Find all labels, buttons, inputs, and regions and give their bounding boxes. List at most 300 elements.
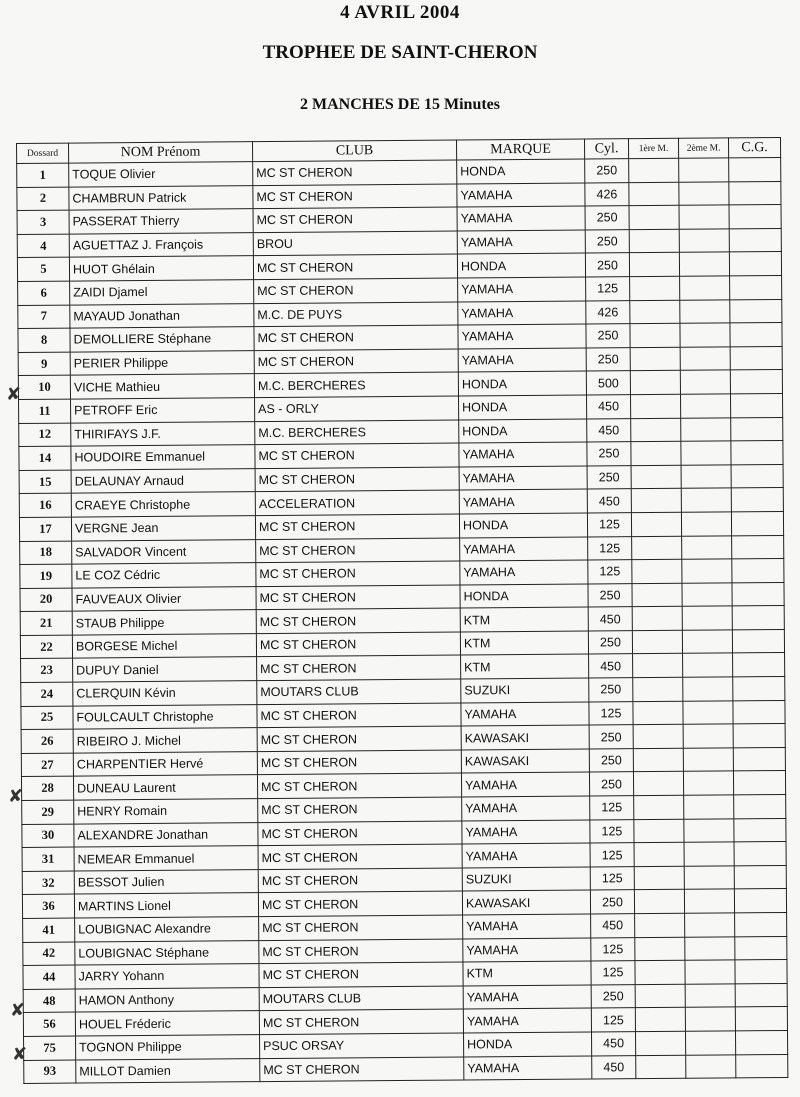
manche-2-cell [684,889,734,913]
club-cell: MC ST CHERON [258,821,462,846]
marque-cell: YAMAHA [461,702,589,727]
dossard-cell: 8 [18,328,70,352]
marque-cell: SUZUKI [462,867,590,892]
manche-2-cell [683,724,733,748]
dossard-cell: 4 [17,234,69,258]
dossard-cell: 12 [19,423,71,447]
dossard-cell: 56 [23,1012,75,1036]
name-cell: DEMOLLIERE Stéphane [70,327,254,352]
manche-1-cell [631,418,681,442]
dossard-cell: 44 [23,965,75,989]
manche-1-cell [629,253,679,277]
manche-1-cell [633,677,683,701]
manche-1-cell [633,701,683,725]
name-cell: PETROFF Eric [71,398,255,423]
marque-cell: KTM [460,607,588,632]
cg-cell [736,1054,788,1078]
dossard-cell: 32 [22,871,74,895]
manche-1-cell [634,795,684,819]
manche-2-cell [681,512,731,536]
marque-cell: YAMAHA [463,985,591,1010]
marque-cell: KTM [463,961,591,986]
manche-1-cell [632,536,682,560]
manche-1-cell [632,607,682,631]
cyl-cell: 250 [585,229,629,253]
name-cell: MARTINS Lionel [74,893,258,918]
entries-table [16,137,788,1084]
club-cell: MC ST CHERON [255,467,459,492]
cyl-cell: 250 [589,725,633,749]
cg-cell [732,582,784,606]
dossard-cell: 7 [18,305,70,329]
name-cell: AGUETTAZ J. François [69,232,253,257]
cg-cell [733,677,785,701]
club-cell: MC ST CHERON [258,891,462,916]
dossard-cell: 16 [19,493,71,517]
cyl-cell: 125 [590,843,634,867]
dossard-cell: 48 [23,989,75,1013]
cyl-cell: 250 [589,749,633,773]
dossard-cell: 15 [19,470,71,494]
club-cell: MC ST CHERON [257,773,461,798]
dossard-cell: 93 [24,1060,76,1084]
cg-cell [729,205,781,229]
cyl-cell: 125 [590,796,634,820]
manche-1-cell [634,890,684,914]
cyl-cell: 250 [590,890,634,914]
cg-cell [733,700,785,724]
manche-1-cell [629,158,679,182]
marque-cell: YAMAHA [460,537,588,562]
manche-2-cell [685,913,735,937]
cg-cell [730,370,782,394]
cg-cell [734,889,786,913]
cyl-cell: 426 [586,300,630,324]
name-cell: CHAMBRUN Patrick [69,185,253,210]
cg-cell [735,936,787,960]
col-header-cyl: Cyl. [584,139,628,159]
cg-cell [733,724,785,748]
dossard-cell: 31 [22,847,74,871]
marque-cell: YAMAHA [461,772,589,797]
cyl-cell: 250 [587,465,631,489]
name-cell: NEMEAR Emmanuel [74,846,258,871]
dossard-cell: 14 [19,446,71,470]
cyl-cell: 125 [590,819,634,843]
cyl-cell: 125 [588,536,632,560]
club-cell: ACCELERATION [255,490,459,515]
manche-2-cell [679,181,729,205]
dossard-cell: 10 [18,375,70,399]
marque-cell: YAMAHA [462,796,590,821]
club-cell: MC ST CHERON [258,844,462,869]
name-cell: DUPUY Daniel [73,657,257,682]
marque-cell: KAWASAKI [461,749,589,774]
marque-cell: YAMAHA [463,1008,591,1033]
club-cell: BROU [253,231,457,256]
cyl-cell: 250 [589,772,633,796]
cyl-cell: 450 [591,914,635,938]
dossard-cell: 21 [20,611,72,635]
manche-1-cell [633,772,683,796]
manche-2-cell [680,323,730,347]
manche-2-cell [684,866,734,890]
cg-cell [735,1007,787,1031]
event-date: 4 AVRIL 2004 [340,2,460,23]
cyl-cell: 450 [588,607,632,631]
page-subtitle: 2 MANCHES DE 15 Minutes [299,96,500,113]
manche-1-cell [630,394,680,418]
manche-1-cell [635,960,685,984]
manche-2-cell [680,299,730,323]
club-cell: M.C. BERCHERES [255,420,459,445]
manche-1-cell [633,654,683,678]
col-header-name: NOM Prénom [69,142,253,163]
manche-2-cell [685,960,735,984]
cg-cell [731,417,783,441]
name-cell: CLERQUIN Kévin [73,681,257,706]
manche-2-cell [682,606,732,630]
dossard-cell: 17 [19,517,71,541]
manche-2-cell [679,158,729,182]
manche-2-cell [682,583,732,607]
cg-cell [729,252,781,276]
manche-1-cell [629,182,679,206]
manche-1-cell [635,1031,685,1055]
cg-cell [735,912,787,936]
marque-cell: YAMAHA [462,843,590,868]
marque-cell: YAMAHA [457,183,585,208]
cg-cell [731,464,783,488]
name-cell: CHARPENTIER Hervé [73,751,257,776]
club-cell: MC ST CHERON [257,726,461,751]
club-cell: MC ST CHERON [256,561,460,586]
club-cell: MC ST CHERON [256,585,460,610]
name-cell: SALVADOR Vincent [72,539,256,564]
manche-1-cell [631,441,681,465]
cyl-cell: 125 [590,866,634,890]
manche-1-cell [631,512,681,536]
club-cell: MC ST CHERON [259,915,463,940]
club-cell: MC ST CHERON [256,608,460,633]
marque-cell: SUZUKI [461,678,589,703]
name-cell: FOULCAULT Christophe [73,704,257,729]
cg-cell [735,983,787,1007]
marque-cell: KAWASAKI [461,725,589,750]
cg-cell [729,181,781,205]
marque-cell: YAMAHA [463,938,591,963]
club-cell: MC ST CHERON [256,632,460,657]
dossard-cell: 19 [20,564,72,588]
name-cell: HOUEL Fréderic [75,1011,259,1036]
cg-cell [730,323,782,347]
club-cell: MC ST CHERON [254,349,458,374]
name-cell: VICHE Mathieu [70,374,254,399]
marque-cell: KTM [461,654,589,679]
dossard-cell: 5 [17,257,69,281]
manche-2-cell [684,842,734,866]
cg-cell [733,653,785,677]
name-cell: RIBEIRO J. Michel [73,728,257,753]
manche-1-cell [631,465,681,489]
manche-2-cell [683,771,733,795]
dossard-cell: 36 [22,894,74,918]
manche-2-cell [681,488,731,512]
manche-1-cell [630,323,680,347]
cg-cell [732,535,784,559]
manche-2-cell [680,370,730,394]
club-cell: MC ST CHERON [255,514,459,539]
manche-1-cell [630,347,680,371]
manche-2-cell [682,559,732,583]
club-cell: MOUTARS CLUB [259,986,463,1011]
cg-cell [731,441,783,465]
dossard-cell: 28 [21,777,73,801]
marque-cell: YAMAHA [460,560,588,585]
name-cell: MAYAUD Jonathan [70,303,254,328]
cg-cell [733,747,785,771]
col-header-dossard: Dossard [17,143,69,163]
col-header-manche-1: 1ère M. [628,138,678,158]
club-cell: MC ST CHERON [253,184,457,209]
manche-1-cell [632,559,682,583]
marque-cell: YAMAHA [459,489,587,514]
dossard-cell: 41 [23,918,75,942]
club-cell: MC ST CHERON [254,325,458,350]
marque-cell: HONDA [459,513,587,538]
club-cell: MC ST CHERON [259,962,463,987]
table-row [24,1054,788,1084]
marque-cell: HONDA [459,419,587,444]
cg-cell [734,842,786,866]
marque-cell: YAMAHA [458,277,586,302]
dossard-cell: 30 [22,824,74,848]
name-cell: VERGNE Jean [71,516,255,541]
cg-cell [729,157,781,181]
club-cell: MC ST CHERON [253,160,457,185]
name-cell: THIRIFAYS J.F. [71,421,255,446]
name-cell: TOQUE Olivier [69,162,253,187]
manche-2-cell [679,205,729,229]
name-cell: HAMON Anthony [75,987,259,1012]
cyl-cell: 426 [585,182,629,206]
name-cell: PASSERAT Thierry [69,209,253,234]
manche-2-cell [680,276,730,300]
name-cell: BORGESE Michel [72,634,256,659]
manche-2-cell [680,347,730,371]
cyl-cell: 250 [591,984,635,1008]
dossard-cell: 26 [21,729,73,753]
name-cell: CRAEYE Christophe [71,492,255,517]
marque-cell: KTM [460,631,588,656]
entries-body [17,157,788,1083]
cyl-cell: 450 [587,418,631,442]
cg-cell [732,559,784,583]
cg-cell [735,960,787,984]
cyl-cell: 450 [591,1032,635,1056]
club-cell: MC ST CHERON [257,655,461,680]
manche-1-cell [635,913,685,937]
col-header-marque: MARQUE [456,139,584,160]
club-cell: MC ST CHERON [258,868,462,893]
marque-cell: HONDA [459,395,587,420]
manche-2-cell [685,984,735,1008]
manche-1-cell [629,205,679,229]
dossard-cell: 18 [20,541,72,565]
marque-cell: HONDA [464,1032,592,1057]
manche-2-cell [681,417,731,441]
manche-1-cell [634,866,684,890]
marque-cell: YAMAHA [462,820,590,845]
manche-1-cell [630,276,680,300]
manche-2-cell [683,701,733,725]
cyl-cell: 250 [588,583,632,607]
col-header-club: CLUB [252,140,456,162]
cg-cell [730,275,782,299]
marque-cell: YAMAHA [458,348,586,373]
page-title: TROPHEE DE SAINT-CHERON [262,42,538,63]
dossard-cell: 3 [17,210,69,234]
club-cell: MC ST CHERON [259,939,463,964]
manche-2-cell [685,936,735,960]
cyl-cell: 125 [591,1008,635,1032]
cyl-cell: 250 [585,206,629,230]
marque-cell: KAWASAKI [462,890,590,915]
name-cell: ZAIDI Djamel [70,280,254,305]
dossard-cell: 25 [21,706,73,730]
manche-2-cell [679,229,729,253]
manche-1-cell [634,842,684,866]
handwritten-mark: ✘ [6,384,22,405]
dossard-cell: 9 [18,352,70,376]
cg-cell [732,629,784,653]
cyl-cell: 450 [589,654,633,678]
cyl-cell: 250 [586,324,630,348]
name-cell: MILLOT Damien [76,1058,260,1083]
cyl-cell: 250 [585,159,629,183]
name-cell: JARRY Yohann [75,964,259,989]
handwritten-mark: ✘ [10,1000,26,1021]
club-cell: MC ST CHERON [254,278,458,303]
manche-2-cell [683,677,733,701]
dossard-cell: 1 [17,163,69,187]
manche-2-cell [680,394,730,418]
cyl-cell: 125 [591,961,635,985]
marque-cell: HONDA [458,371,586,396]
manche-2-cell [679,252,729,276]
club-cell: MC ST CHERON [255,443,459,468]
marque-cell: YAMAHA [463,914,591,939]
cyl-cell: 250 [588,631,632,655]
cyl-cell: 250 [585,253,629,277]
manche-2-cell [681,441,731,465]
cyl-cell: 250 [587,442,631,466]
dossard-cell: 24 [21,682,73,706]
marque-cell: YAMAHA [459,466,587,491]
marque-cell: YAMAHA [457,230,585,255]
cg-cell [734,865,786,889]
club-cell: MOUTARS CLUB [257,679,461,704]
dossard-cell: 22 [20,635,72,659]
cg-cell [730,393,782,417]
marque-cell: HONDA [457,253,585,278]
handwritten-mark: ✘ [8,786,24,807]
manche-1-cell [630,371,680,395]
cg-cell [731,488,783,512]
dossard-cell: 75 [24,1036,76,1060]
handwritten-mark: ✘ [12,1044,28,1065]
name-cell: HOUDOIRE Emmanuel [71,445,255,470]
dossard-cell: 2 [17,187,69,211]
manche-2-cell [681,465,731,489]
cg-cell [731,511,783,535]
marque-cell: YAMAHA [464,1056,592,1081]
dossard-cell: 11 [19,399,71,423]
manche-1-cell [629,229,679,253]
club-cell: MC ST CHERON [259,1009,463,1034]
name-cell: DELAUNAY Arnaud [71,468,255,493]
dossard-cell: 20 [20,588,72,612]
dossard-cell: 42 [23,942,75,966]
club-cell: PSUC ORSAY [260,1033,464,1058]
club-cell: MC ST CHERON [260,1057,464,1082]
marque-cell: YAMAHA [458,324,586,349]
marque-cell: YAMAHA [459,442,587,467]
manche-2-cell [682,535,732,559]
club-cell: MC ST CHERON [253,254,457,279]
cyl-cell: 125 [587,513,631,537]
col-header-cg: C.G. [728,137,780,157]
manche-1-cell [633,748,683,772]
club-cell: MC ST CHERON [256,538,460,563]
club-cell: M.C. BERCHERES [254,372,458,397]
manche-1-cell [635,937,685,961]
name-cell: FAUVEAUX Olivier [72,586,256,611]
cyl-cell: 125 [586,277,630,301]
manche-1-cell [631,489,681,513]
manche-2-cell [683,748,733,772]
manche-1-cell [636,1055,686,1079]
cyl-cell: 125 [589,701,633,725]
name-cell: ALEXANDRE Jonathan [74,822,258,847]
cyl-cell: 250 [586,347,630,371]
cg-cell [734,795,786,819]
name-cell: BESSOT Julien [74,869,258,894]
manche-2-cell [685,1031,735,1055]
cyl-cell: 250 [589,678,633,702]
name-cell: STAUB Philippe [72,610,256,635]
manche-2-cell [684,819,734,843]
dossard-cell: 29 [22,800,74,824]
club-cell: AS - ORLY [255,396,459,421]
cg-cell [729,228,781,252]
cyl-cell: 450 [592,1055,636,1079]
club-cell: MC ST CHERON [257,750,461,775]
manche-2-cell [685,1007,735,1031]
name-cell: PERIER Philippe [70,350,254,375]
manche-1-cell [635,1008,685,1032]
name-cell: HUOT Ghélain [69,256,253,281]
cyl-cell: 450 [587,489,631,513]
manche-1-cell [634,819,684,843]
name-cell: TOGNON Philippe [76,1035,260,1060]
marque-cell: YAMAHA [457,206,585,231]
club-cell: MC ST CHERON [253,207,457,232]
manche-1-cell [632,630,682,654]
name-cell: LOUBIGNAC Stéphane [75,940,259,965]
cyl-cell: 500 [586,371,630,395]
manche-2-cell [686,1054,736,1078]
